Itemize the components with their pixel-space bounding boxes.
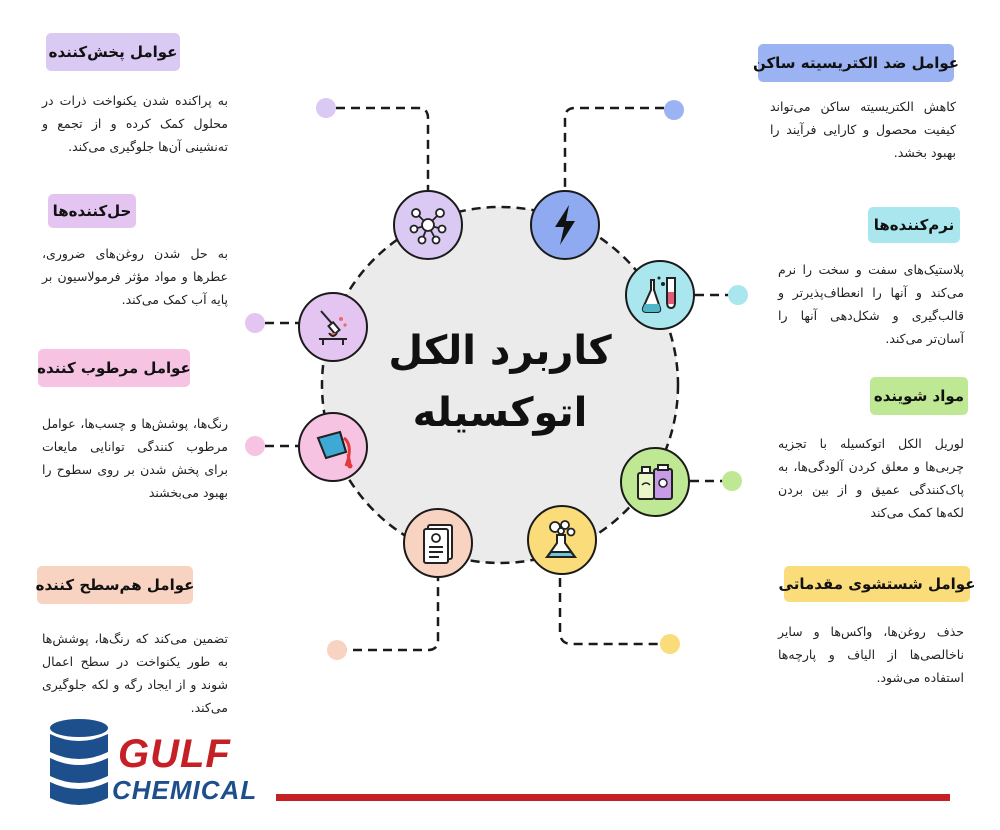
desc-solvent: به حل شدن روغن‌های ضروری، عطرها و مواد مؤثر فرمولاسیون بر پایه آب کمک می‌کند. <box>42 246 228 307</box>
desc-antistatic: کاهش الکتریسیته ساکن می‌تواند کیفیت محصول و کارایی فرآیند را بهبود بخشد. <box>770 99 956 160</box>
tag-dispersant: عوامل پخش‌کننده <box>46 33 180 71</box>
tag-antistatic: عوامل ضد الکتریسیته ساکن <box>758 44 954 82</box>
paint-bucket-icon <box>298 412 368 482</box>
connector-prewash <box>560 578 660 644</box>
center-title-line1: کاربرد الکل <box>388 328 612 374</box>
database-logo-icon <box>48 718 110 810</box>
dot-wetting <box>245 436 265 456</box>
molecule-icon <box>393 190 463 260</box>
dot-detergent <box>722 471 742 491</box>
dot-softener <box>728 285 748 305</box>
center-title-line2: اتوکسیله <box>412 390 588 436</box>
lab-flasks-icon <box>625 260 695 330</box>
dot-antistatic <box>664 100 684 120</box>
desc-softener: پلاستیک‌های سفت و سخت را نرم می‌کند و آنها را انعطاف‌پذیرتر و قالب‌گیری و شکل‌دهی آنها را آسان‌تر می‌کند. <box>778 262 964 346</box>
tag-softener: نرم‌کننده‌ها <box>868 207 960 243</box>
flask-bubbles-icon <box>527 505 597 575</box>
desc-prewash: حذف روغن‌ها، واکس‌ها و سایر ناخالصی‌ها از الیاف و پارچه‌ها استفاده می‌شود. <box>778 624 964 685</box>
dot-leveling <box>327 640 347 660</box>
tag-wetting: عوامل مرطوب کننده <box>38 349 190 387</box>
dot-dispersant <box>316 98 336 118</box>
connector-antistatic <box>565 108 664 190</box>
lab-dropper-icon <box>298 292 368 362</box>
tag-leveling: عوامل هم‌سطح کننده <box>37 566 193 604</box>
connector-dispersant <box>336 108 428 190</box>
lightning-icon <box>530 190 600 260</box>
tag-detergent: مواد شوینده <box>870 377 968 415</box>
desc-leveling: تضمین می‌کند که رنگ‌ها، پوشش‌ها به طور یکنواخت در سطح اعمال شوند و از ایجاد رگه و لکه جلوگیری می‌کند. <box>42 631 228 715</box>
center-title <box>360 320 640 444</box>
connector-leveling <box>338 578 438 650</box>
footer-red-line <box>276 794 950 801</box>
logo-gulf-text: GULF <box>118 732 231 776</box>
desc-wetting: رنگ‌ها، پوشش‌ها و چسب‌ها، عوامل مرطوب کنندگی توانایی مایعات برای پخش شدن بر روی سطوح را بهبود می‌بخشند <box>42 416 228 500</box>
tag-solvent: حل‌کننده‌ها <box>48 194 136 228</box>
document-icon <box>403 508 473 578</box>
detergent-icon <box>620 447 690 517</box>
desc-dispersant: به پراکنده شدن یکنواخت ذرات در محلول کمک کرده و از تجمع و ته‌نشینی آن‌ها جلوگیری می‌کند. <box>42 93 228 154</box>
dot-prewash <box>660 634 680 654</box>
dot-solvent <box>245 313 265 333</box>
logo-chemical-text: CHEMICAL <box>112 775 258 805</box>
tag-prewash: عوامل شستشوی مقدماتی <box>784 566 970 602</box>
desc-detergent: لوریل الکل اتوکسیله با تجزیه چربی‌ها و معلق کردن آلودگی‌ها، به پاک‌کنندگی عمیق و از بین بردن لکه‌ها کمک می‌کند <box>778 436 964 520</box>
